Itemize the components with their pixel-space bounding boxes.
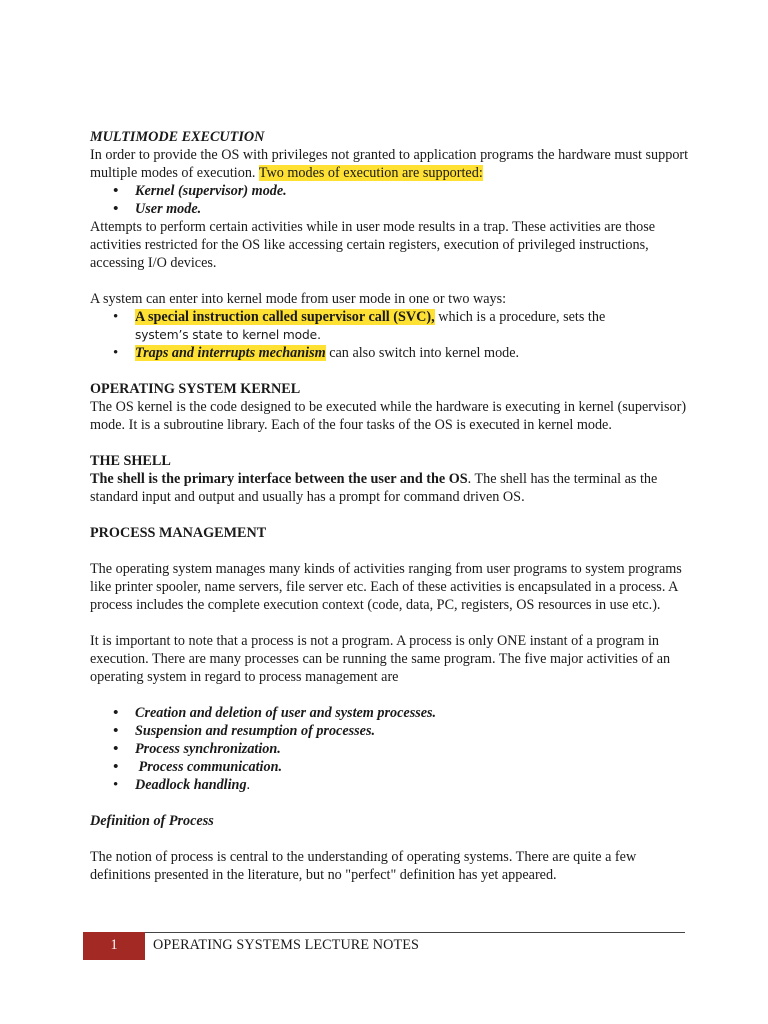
paragraph-multimode-intro [90, 146, 690, 182]
deadlock-period: . [246, 777, 251, 793]
paragraph-kernel: The OS kernel is the code designed to be executed while the hardware is executing in kernel (supervisor) mode. It is a subroutine library. Each of the four tasks of the OS is executed in kernel mode. [90, 399, 687, 433]
list-item-activity [90, 776, 690, 794]
deadlock-text: Deadlock handling [135, 777, 247, 793]
paragraph-enter-kernel: A system can enter into kernel mode from user mode in one or two ways: [90, 291, 507, 307]
heading-definition: Definition of Process [90, 813, 214, 829]
activities-list [90, 704, 690, 794]
ways-list [90, 308, 690, 362]
list-item-activity: • Suspension and resumption of processes. [90, 722, 690, 740]
heading-shell: THE SHELL [90, 453, 171, 469]
multimode-intro-text: In order to provide the OS with privileges not granted to application programs the hardware must support multiple modes of execution. [90, 147, 689, 181]
list-item-activity: • Process synchronization. [90, 740, 690, 758]
heading-kernel: OPERATING SYSTEM KERNEL [90, 381, 301, 397]
svc-continuation: system’s state to kernel mode. [135, 328, 321, 342]
shell-rest-text: . The shell has the terminal as the standard input and output and usually has a prompt for command driven OS. [90, 471, 658, 505]
footer-page-number: 1 [110, 937, 118, 953]
svc-rest: which is a procedure, sets the [434, 309, 606, 325]
highlight-colon: : [478, 165, 483, 181]
heading-process: PROCESS MANAGEMENT [90, 525, 267, 541]
paragraph-trap: Attempts to perform certain activities while in user mode results in a trap. These activities are those activities restricted for the OS like accessing certain registers, execution of privileged instructions, accessing I/O devices. [90, 219, 656, 271]
traps-rest: can also switch into kernel mode. [325, 345, 520, 361]
shell-bold-text: The shell is the primary interface between the user and the OS [90, 471, 468, 487]
highlight-two-modes: Two modes of execution are supported [258, 165, 479, 181]
highlight-svc: A special instruction called supervisor call (SVC), [135, 309, 435, 325]
list-item-activity: • Creation and deletion of user and system processes. [90, 704, 690, 722]
modes-list [90, 182, 690, 218]
heading-multimode: MULTIMODE EXECUTION [90, 129, 265, 145]
list-item-activity: • Process communication. [90, 758, 690, 776]
paragraph-process-1: The operating system manages many kinds of activities ranging from user programs to system programs like printer spooler, name servers, file server etc. Each of these activities is encapsulated in a process. A process includes the complete execution context (code, data, PC, registers, OS resources in use etc.). [90, 561, 682, 613]
list-item-svc [90, 308, 690, 344]
paragraph-shell [90, 470, 690, 506]
paragraph-definition: The notion of process is central to the understanding of operating systems. There are quite a few definitions presented in the literature, but no "perfect" definition has yet appeared. [90, 849, 637, 883]
list-item-user-mode: • User mode. [90, 200, 690, 218]
list-item-kernel-mode: • Kernel (supervisor) mode. [90, 182, 690, 200]
page-content [90, 128, 690, 884]
paragraph-process-2: It is important to note that a process is not a program. A process is only ONE instant of a program in execution. There are many processes can be running the same program. The five major activities of an operating system in regard to process management are [90, 633, 671, 685]
footer-divider [145, 932, 685, 933]
list-item-traps [90, 344, 690, 362]
highlight-traps: Traps and interrupts mechanism [135, 345, 326, 361]
footer-title: OPERATING SYSTEMS LECTURE NOTES [153, 937, 419, 953]
